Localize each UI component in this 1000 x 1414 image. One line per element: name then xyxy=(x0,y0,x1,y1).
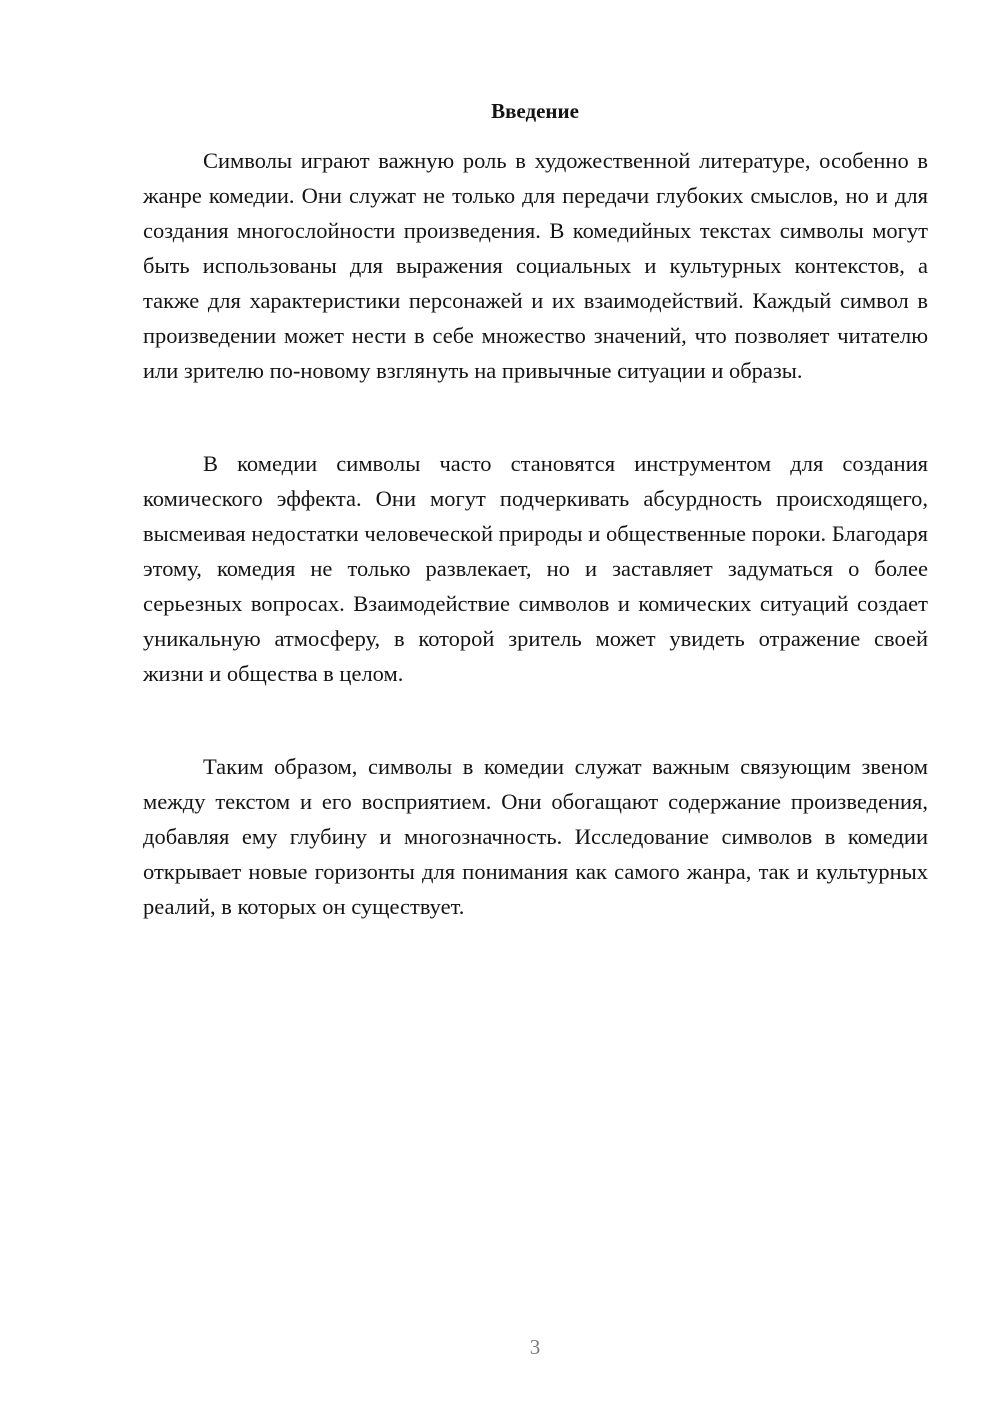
paragraph-2: В комедии символы часто становятся инструментом для создания комического эффекта. Они могут подчеркивать абсурдность происходящего, высмеивая недостатки человеческой природы и общественные пороки. Благодаря этому, комедия не только развлекает, но и заставляет задуматься о более серьезных вопросах. Взаимодействие символов и комических ситуаций создает уникальную атмосферу, в которой зритель может увидеть отражение своей жизни и общества в целом. xyxy=(143,451,928,686)
paragraph-1: Символы играют важную роль в художественной литературе, особенно в жанре комедии. Они служат не только для передачи глубоких смыслов, но и для создания многослойности произведения. В комедийных текстах символы могут быть использованы для выражения социальных и культурных контекстов, а также для характеристики персонажей и их взаимодействий. Каждый символ в произведении может нести в себе множество значений, что позволяет читателю или зрителю по-новому взглянуть на привычные ситуации и образы. xyxy=(143,148,928,383)
section-title: Введение xyxy=(491,99,579,123)
page-number: 3 xyxy=(529,1335,541,1359)
paragraph-3: Таким образом, символы в комедии служат важным связующим звеном между текстом и его восприятием. Они обогащают содержание произведения, добавляя ему глубину и многозначность. Исследование символов в комедии открывает новые горизонты для понимания как самого жанра, так и культурных реалий, в которых он существует. xyxy=(143,754,928,919)
